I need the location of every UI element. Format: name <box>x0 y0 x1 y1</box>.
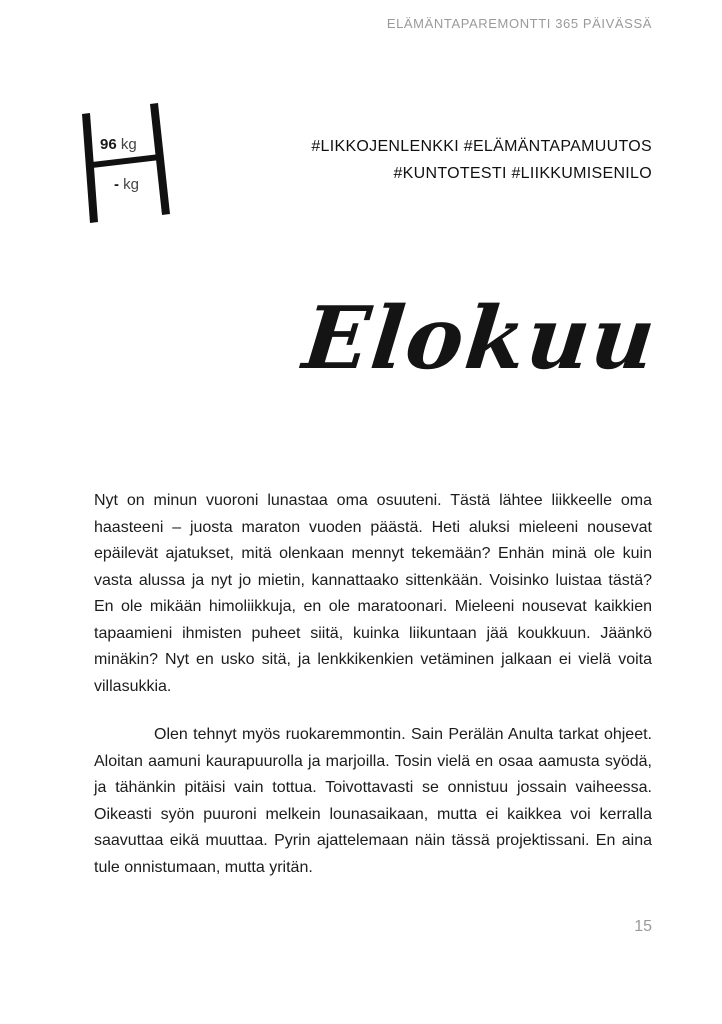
hashtags-line-1: #LIKKOJENLENKKI #ELÄMÄNTAPAMUUTOS <box>311 138 652 155</box>
current-weight-value: 96 <box>100 136 117 153</box>
weight-change <box>114 176 139 193</box>
running-head: ELÄMÄNTAPAREMONTTI 365 PÄIVÄSSÄ <box>386 16 652 31</box>
hashtags <box>232 133 652 187</box>
current-weight <box>100 136 137 153</box>
weight-h-graphic <box>78 102 188 232</box>
hashtags-line-2: #KUNTOTESTI #LIIKKUMISENILO <box>393 165 652 182</box>
current-weight-unit: kg <box>120 136 137 153</box>
body-paragraph-1: Nyt on minun vuoroni lunastaa oma osuuteni. Tästä lähtee liikkeelle oma haasteeni – juosta maraton vuoden päästä. Heti aluksi mieleeni nousevat epäilevät ajatukset, mitä olenkaan mennyt tekemään? Enhän minä ole kuin vasta alussa ja nyt jo mietin, kannattaako sittenkään. Voisinko luistaa tästä? En ole mikään himoliikkuja, en ole maratoonari. Mieleeni nousevat kaikkien tapaamieni ihmisten puheet siitä, kuinka liikuntaan jää koukkuun. Jäänkö minäkin? Nyt en usko sitä, ja lenkkikenkien vetäminen jalkaan ei vielä voita villasukkia. <box>94 492 652 695</box>
chapter-title: Elokuu <box>298 288 662 389</box>
weight-change-unit: kg <box>123 176 140 193</box>
weight-box <box>78 102 188 232</box>
body-paragraph-2: Olen tehnyt myös ruokaremmontin. Sain Perälän Anulta tarkat ohjeet. Aloitan aamuni kaurapuurolla ja marjoilla. Tosin vielä en osaa aamusta syödä, ja tähänkin pitäisi vain tottua. Toivottavasti se onnistuu jossain vaiheessa. Oikeasti syön puuroni melkein lounasaikaan, mutta ei kaikkea voi kerralla saavuttaa eikä muuttaa. Pyrin ajattelemaan näin tässä projektissani. En aina tule onnistumaan, mutta yritän. <box>94 726 652 876</box>
weight-change-value: - <box>114 176 119 193</box>
page-number: 15 <box>634 918 652 935</box>
